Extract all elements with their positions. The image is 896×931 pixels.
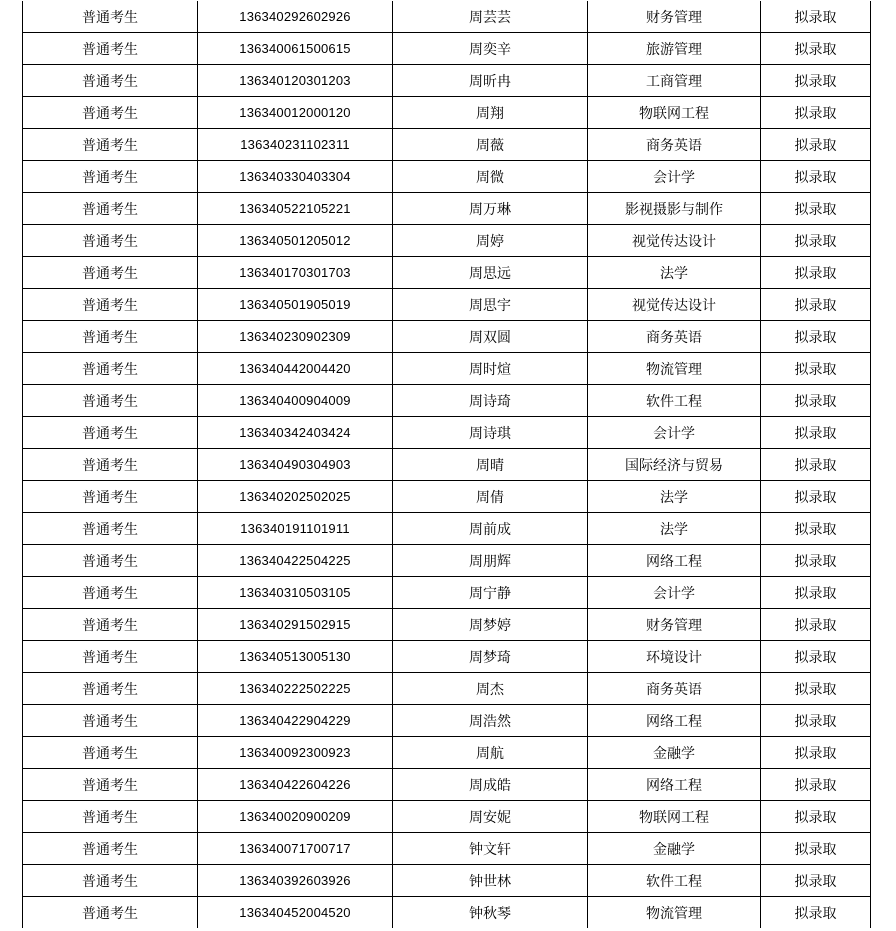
cell-admission-status: 拟录取	[761, 801, 871, 833]
cell-student-name: 钟秋琴	[393, 897, 588, 929]
admission-table-body	[23, 1, 871, 928]
cell-candidate-type: 普通考生	[23, 513, 198, 545]
cell-candidate-type: 普通考生	[23, 161, 198, 193]
cell-exam-number: 136340342403424	[198, 417, 393, 449]
cell-student-name: 周杰	[393, 673, 588, 705]
cell-major: 商务英语	[588, 321, 761, 353]
table-row	[23, 33, 871, 65]
cell-exam-number: 136340191101911	[198, 513, 393, 545]
table-row	[23, 161, 871, 193]
cell-exam-number: 136340231102311	[198, 129, 393, 161]
cell-exam-number: 136340422604226	[198, 769, 393, 801]
table-row	[23, 225, 871, 257]
cell-exam-number: 136340392603926	[198, 865, 393, 897]
cell-candidate-type: 普通考生	[23, 353, 198, 385]
cell-exam-number: 136340501205012	[198, 225, 393, 257]
cell-exam-number: 136340310503105	[198, 577, 393, 609]
cell-major: 物流管理	[588, 897, 761, 929]
cell-major: 国际经济与贸易	[588, 449, 761, 481]
cell-admission-status: 拟录取	[761, 33, 871, 65]
cell-exam-number: 136340120301203	[198, 65, 393, 97]
cell-exam-number: 136340292602926	[198, 1, 393, 33]
cell-student-name: 周微	[393, 161, 588, 193]
cell-candidate-type: 普通考生	[23, 673, 198, 705]
table-row	[23, 577, 871, 609]
table-row	[23, 833, 871, 865]
cell-student-name: 周双圆	[393, 321, 588, 353]
table-row	[23, 417, 871, 449]
table-row	[23, 257, 871, 289]
table-row	[23, 97, 871, 129]
cell-candidate-type: 普通考生	[23, 705, 198, 737]
cell-student-name: 周晴	[393, 449, 588, 481]
cell-exam-number: 136340071700717	[198, 833, 393, 865]
table-row	[23, 641, 871, 673]
cell-major: 旅游管理	[588, 33, 761, 65]
table-row	[23, 769, 871, 801]
cell-admission-status: 拟录取	[761, 673, 871, 705]
cell-admission-status: 拟录取	[761, 1, 871, 33]
cell-candidate-type: 普通考生	[23, 97, 198, 129]
cell-candidate-type: 普通考生	[23, 769, 198, 801]
cell-admission-status: 拟录取	[761, 449, 871, 481]
cell-candidate-type: 普通考生	[23, 225, 198, 257]
table-row	[23, 353, 871, 385]
cell-candidate-type: 普通考生	[23, 385, 198, 417]
cell-admission-status: 拟录取	[761, 545, 871, 577]
cell-major: 网络工程	[588, 769, 761, 801]
cell-admission-status: 拟录取	[761, 865, 871, 897]
table-row	[23, 545, 871, 577]
table-row	[23, 609, 871, 641]
cell-candidate-type: 普通考生	[23, 641, 198, 673]
cell-candidate-type: 普通考生	[23, 65, 198, 97]
cell-exam-number: 136340012000120	[198, 97, 393, 129]
table-row	[23, 737, 871, 769]
cell-admission-status: 拟录取	[761, 737, 871, 769]
cell-major: 会计学	[588, 161, 761, 193]
cell-candidate-type: 普通考生	[23, 289, 198, 321]
cell-admission-status: 拟录取	[761, 161, 871, 193]
cell-student-name: 周时煊	[393, 353, 588, 385]
cell-exam-number: 136340222502225	[198, 673, 393, 705]
cell-student-name: 周思宇	[393, 289, 588, 321]
table-row	[23, 289, 871, 321]
cell-candidate-type: 普通考生	[23, 801, 198, 833]
cell-candidate-type: 普通考生	[23, 449, 198, 481]
cell-admission-status: 拟录取	[761, 481, 871, 513]
table-row	[23, 897, 871, 929]
cell-major: 视觉传达设计	[588, 289, 761, 321]
cell-major: 环境设计	[588, 641, 761, 673]
cell-student-name: 周芸芸	[393, 1, 588, 33]
cell-exam-number: 136340202502025	[198, 481, 393, 513]
table-row	[23, 801, 871, 833]
cell-admission-status: 拟录取	[761, 417, 871, 449]
cell-student-name: 周昕冉	[393, 65, 588, 97]
cell-student-name: 钟世林	[393, 865, 588, 897]
cell-admission-status: 拟录取	[761, 193, 871, 225]
cell-major: 商务英语	[588, 129, 761, 161]
cell-student-name: 周成皓	[393, 769, 588, 801]
cell-exam-number: 136340092300923	[198, 737, 393, 769]
cell-student-name: 周翔	[393, 97, 588, 129]
cell-candidate-type: 普通考生	[23, 833, 198, 865]
cell-student-name: 周万琳	[393, 193, 588, 225]
cell-admission-status: 拟录取	[761, 321, 871, 353]
cell-admission-status: 拟录取	[761, 97, 871, 129]
cell-major: 法学	[588, 513, 761, 545]
cell-exam-number: 136340522105221	[198, 193, 393, 225]
cell-admission-status: 拟录取	[761, 609, 871, 641]
cell-admission-status: 拟录取	[761, 897, 871, 929]
cell-major: 商务英语	[588, 673, 761, 705]
cell-student-name: 周朋辉	[393, 545, 588, 577]
cell-candidate-type: 普通考生	[23, 129, 198, 161]
cell-major: 物联网工程	[588, 801, 761, 833]
table-row	[23, 449, 871, 481]
cell-candidate-type: 普通考生	[23, 545, 198, 577]
cell-exam-number: 136340400904009	[198, 385, 393, 417]
cell-major: 软件工程	[588, 865, 761, 897]
cell-major: 网络工程	[588, 545, 761, 577]
table-row	[23, 129, 871, 161]
cell-major: 会计学	[588, 417, 761, 449]
cell-student-name: 钟文轩	[393, 833, 588, 865]
cell-candidate-type: 普通考生	[23, 609, 198, 641]
admission-table	[22, 1, 871, 928]
cell-admission-status: 拟录取	[761, 225, 871, 257]
table-row	[23, 673, 871, 705]
cell-major: 视觉传达设计	[588, 225, 761, 257]
cell-exam-number: 136340452004520	[198, 897, 393, 929]
cell-student-name: 周薇	[393, 129, 588, 161]
cell-student-name: 周婷	[393, 225, 588, 257]
cell-exam-number: 136340230902309	[198, 321, 393, 353]
table-row	[23, 481, 871, 513]
table-row	[23, 1, 871, 33]
cell-major: 影视摄影与制作	[588, 193, 761, 225]
cell-major: 网络工程	[588, 705, 761, 737]
cell-exam-number: 136340422504225	[198, 545, 393, 577]
cell-candidate-type: 普通考生	[23, 321, 198, 353]
cell-admission-status: 拟录取	[761, 129, 871, 161]
cell-major: 工商管理	[588, 65, 761, 97]
cell-exam-number: 136340422904229	[198, 705, 393, 737]
cell-major: 软件工程	[588, 385, 761, 417]
cell-student-name: 周前成	[393, 513, 588, 545]
cell-student-name: 周倩	[393, 481, 588, 513]
cell-admission-status: 拟录取	[761, 513, 871, 545]
cell-candidate-type: 普通考生	[23, 1, 198, 33]
cell-exam-number: 136340061500615	[198, 33, 393, 65]
cell-major: 法学	[588, 257, 761, 289]
cell-student-name: 周航	[393, 737, 588, 769]
cell-admission-status: 拟录取	[761, 577, 871, 609]
cell-major: 物流管理	[588, 353, 761, 385]
cell-admission-status: 拟录取	[761, 705, 871, 737]
cell-exam-number: 136340490304903	[198, 449, 393, 481]
cell-exam-number: 136340501905019	[198, 289, 393, 321]
cell-candidate-type: 普通考生	[23, 737, 198, 769]
cell-candidate-type: 普通考生	[23, 897, 198, 929]
cell-candidate-type: 普通考生	[23, 481, 198, 513]
cell-exam-number: 136340020900209	[198, 801, 393, 833]
table-row	[23, 385, 871, 417]
cell-major: 物联网工程	[588, 97, 761, 129]
cell-candidate-type: 普通考生	[23, 417, 198, 449]
cell-admission-status: 拟录取	[761, 289, 871, 321]
cell-exam-number: 136340513005130	[198, 641, 393, 673]
cell-exam-number: 136340330403304	[198, 161, 393, 193]
cell-admission-status: 拟录取	[761, 769, 871, 801]
cell-admission-status: 拟录取	[761, 833, 871, 865]
cell-major: 金融学	[588, 833, 761, 865]
cell-student-name: 周诗琦	[393, 385, 588, 417]
cell-candidate-type: 普通考生	[23, 193, 198, 225]
cell-student-name: 周浩然	[393, 705, 588, 737]
cell-candidate-type: 普通考生	[23, 33, 198, 65]
cell-exam-number: 136340291502915	[198, 609, 393, 641]
cell-admission-status: 拟录取	[761, 65, 871, 97]
cell-admission-status: 拟录取	[761, 257, 871, 289]
cell-major: 会计学	[588, 577, 761, 609]
cell-admission-status: 拟录取	[761, 641, 871, 673]
table-row	[23, 865, 871, 897]
cell-exam-number: 136340442004420	[198, 353, 393, 385]
cell-student-name: 周诗琪	[393, 417, 588, 449]
table-row	[23, 513, 871, 545]
cell-student-name: 周梦婷	[393, 609, 588, 641]
cell-admission-status: 拟录取	[761, 385, 871, 417]
cell-major: 财务管理	[588, 1, 761, 33]
cell-candidate-type: 普通考生	[23, 577, 198, 609]
table-row	[23, 321, 871, 353]
table-row	[23, 193, 871, 225]
cell-student-name: 周思远	[393, 257, 588, 289]
cell-student-name: 周宁静	[393, 577, 588, 609]
cell-major: 法学	[588, 481, 761, 513]
table-row	[23, 65, 871, 97]
cell-student-name: 周梦琦	[393, 641, 588, 673]
cell-admission-status: 拟录取	[761, 353, 871, 385]
cell-candidate-type: 普通考生	[23, 865, 198, 897]
cell-candidate-type: 普通考生	[23, 257, 198, 289]
cell-major: 金融学	[588, 737, 761, 769]
cell-student-name: 周安妮	[393, 801, 588, 833]
cell-major: 财务管理	[588, 609, 761, 641]
cell-exam-number: 136340170301703	[198, 257, 393, 289]
table-row	[23, 705, 871, 737]
cell-student-name: 周奕辛	[393, 33, 588, 65]
